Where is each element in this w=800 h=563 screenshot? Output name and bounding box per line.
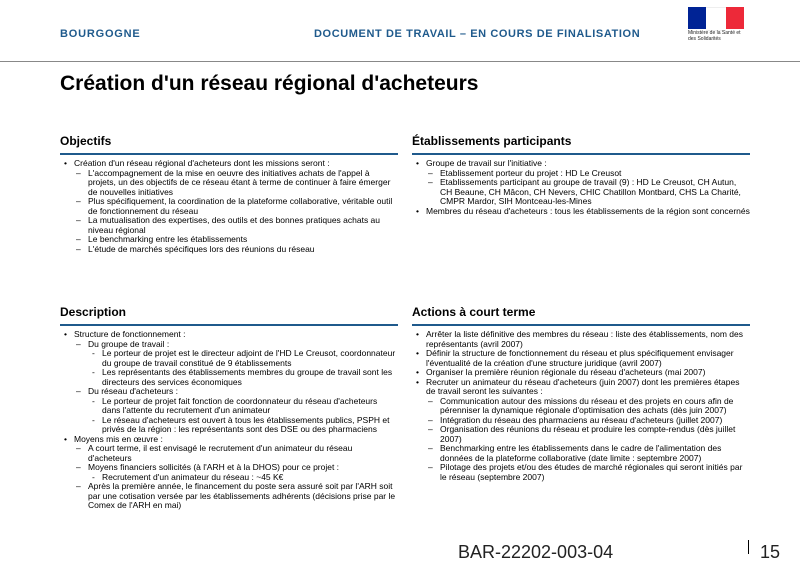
bullet-list-level-1	[60, 330, 398, 511]
list-item-text: A court terme, il est envisagé le recrutement d'un animateur du réseau d'acheteurs	[88, 443, 353, 463]
list-item-text: Pilotage des projets et/ou des études de marché régionales qui seront initiés par le réseau (septembre 2007)	[440, 462, 743, 482]
list-item	[102, 397, 398, 416]
footer-divider	[748, 540, 749, 554]
list-item-text: Recruter un animateur du réseau d'acheteurs (juin 2007) dont les premières étapes de travail seront les suivantes :	[426, 376, 740, 396]
list-item-text: Etablissements participant au groupe de travail (9) : HD Le Creusot, CH Autun, CH Beaune, CH Mâcon, CH Nevers, CHIC Chatillon Montbard, CHS La Charité, CMPR Mardor, SIH Montceau-les-Mines	[440, 177, 741, 206]
page-title: Création d'un réseau régional d'acheteurs	[60, 72, 479, 95]
list-item	[440, 444, 750, 463]
list-item-text: Du réseau d'acheteurs :	[88, 386, 178, 396]
list-item	[440, 178, 750, 207]
list-item-text: Le porteur de projet est le directeur adjoint de l'HD Le Creusot, coordonnateur du groupe de travail constitué de 9 établissements	[102, 348, 396, 368]
list-item-text: Etablissement porteur du projet : HD Le Creusot	[440, 167, 622, 178]
section-heading: Établissements participants	[412, 134, 750, 155]
list-item-text: Benchmarking entre les établissements dans le cadre de l'alimentation des données de la plateforme collaborative (date limite : septembre 2007)	[440, 443, 722, 463]
list-item-text: Moyens financiers sollicités (à l'ARH et à la DHOS) pour ce projet :	[88, 462, 340, 472]
list-item-text: Groupe de travail sur l'initiative :	[426, 158, 547, 168]
list-item	[440, 425, 750, 444]
list-item-text: Le benchmarking entre les établissements	[88, 234, 248, 244]
list-item	[88, 197, 398, 216]
list-item-text: Recrutement d'un animateur du réseau : ~45 K€	[102, 471, 284, 482]
list-item-text: Les représentants des établissements membres du groupe de travail sont les directeurs des services économiques	[102, 367, 393, 387]
list-item	[426, 159, 750, 207]
list-item	[102, 368, 398, 387]
bullet-list-level-2	[74, 169, 398, 255]
list-item	[74, 435, 398, 511]
list-item-text: Organisation des réunions du réseau et produire les compte-rendus (dès juillet 2007)	[440, 424, 736, 444]
list-item	[88, 387, 398, 435]
list-item-text: L'étude de marchés spécifiques lors des réunions du réseau	[88, 243, 315, 254]
page-header	[0, 0, 800, 62]
list-item	[88, 216, 398, 235]
list-item-text: Communication autour des missions du réseau et des projets en cours afin de pérenniser la dynamique régionale d'optimisation des achats (dès juin 2007)	[440, 395, 734, 415]
bullet-list-level-3	[88, 349, 398, 387]
section-objectifs	[60, 134, 398, 254]
page-number: 15	[760, 542, 781, 562]
bullet-list-level-1	[412, 159, 750, 216]
list-item	[74, 159, 398, 254]
list-item	[426, 207, 750, 217]
list-item-text: Du groupe de travail :	[88, 338, 170, 349]
region-label: BOURGOGNE	[60, 28, 141, 40]
section-heading: Objectifs	[60, 134, 398, 155]
list-item	[426, 349, 750, 368]
bullet-list-level-3	[88, 397, 398, 435]
bullet-list-level-2	[74, 444, 398, 511]
bullet-list-level-2	[74, 340, 398, 435]
list-item	[102, 349, 398, 368]
list-item-text: Création d'un réseau régional d'acheteurs dont les missions seront :	[74, 158, 330, 168]
list-item	[88, 245, 398, 255]
bullet-list-level-2	[426, 397, 750, 483]
list-item-text: La mutualisation des expertises, des outils et des bonnes pratiques achats au niveau régional	[88, 215, 381, 235]
list-item	[88, 444, 398, 463]
republique-francaise-logo	[688, 7, 746, 42]
bullet-list-level-2	[426, 169, 750, 207]
list-item-text: Après la première année, le financement du poste sera assuré soit par l'ARH soit par une cotisation versée par les établissements adhérents (décisions prise par le Comex de l'ARH en mai)	[88, 481, 396, 510]
list-item	[88, 482, 398, 511]
list-item	[426, 330, 750, 349]
list-item	[440, 463, 750, 482]
list-item-text: Moyens mis en œuvre :	[74, 433, 163, 444]
section-heading: Description	[60, 305, 398, 326]
list-item-text: Arrêter la liste définitive des membres du réseau : liste des établissements, nom des représentants (avril 2007)	[426, 329, 744, 349]
list-item	[88, 463, 398, 482]
list-item	[102, 416, 398, 435]
list-item-text: Le réseau d'acheteurs est ouvert à tous les établissements publics, PSPH et privés de la région : les représentants sont des DSE ou des pharmaciens	[102, 414, 390, 434]
section-heading: Actions à court terme	[412, 305, 750, 326]
list-item-text: Structure de fonctionnement :	[74, 329, 186, 339]
header-divider	[0, 61, 800, 62]
list-item-text: Définir la structure de fonctionnement du réseau et plus spécifiquement envisager l'éventualité de la création d'une structure juridique (avril 2007)	[426, 348, 734, 368]
list-item	[88, 340, 398, 388]
list-item	[440, 397, 750, 416]
document-reference: BAR-22202-003-04	[458, 542, 614, 562]
list-item-text: L'accompagnement de la mise en oeuvre des initiatives achats de l'appel à projets, un des objectifs de ce réseau étant à terme de continuer à faire émerger de nouvelles initiatives	[88, 167, 391, 197]
bullet-list-level-1	[60, 159, 398, 254]
section-description	[60, 305, 398, 511]
list-item-text: Plus spécifiquement, la coordination de la plateforme collaborative, véritable outil de fonctionnement du réseau	[88, 196, 393, 216]
list-item-text: Le porteur de projet fait fonction de coordonnateur du réseau d'acheteurs dans l'attente du recrutement d'un animateur	[102, 395, 378, 415]
list-item	[74, 330, 398, 435]
list-item	[426, 378, 750, 483]
section-actions	[412, 305, 750, 482]
section-etablissements	[412, 134, 750, 216]
tricolor-flag-icon	[688, 7, 744, 29]
document-status: DOCUMENT DE TRAVAIL – EN COURS DE FINALISATION	[314, 28, 641, 40]
list-item	[88, 169, 398, 198]
ministry-name: Ministère de la Santé et des Solidarités	[688, 30, 741, 42]
list-item-text: Membres du réseau d'acheteurs : tous les établissements de la région sont concernés	[426, 205, 750, 216]
list-item-text: Intégration du réseau des pharmaciens au réseau d'acheteurs (juillet 2007)	[440, 414, 723, 425]
bullet-list-level-1	[412, 330, 750, 482]
list-item-text: Organiser la première réunion régionale du réseau d'acheteurs (mai 2007)	[426, 367, 706, 377]
